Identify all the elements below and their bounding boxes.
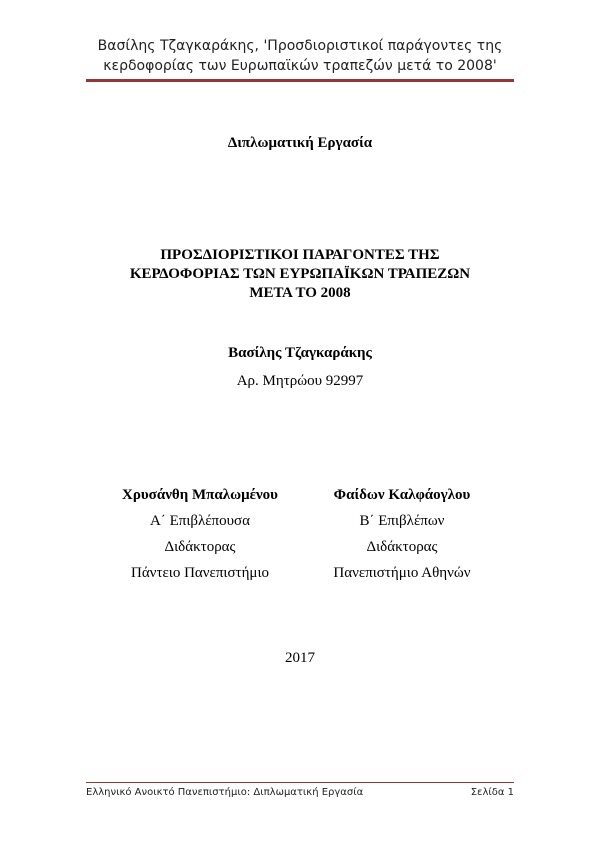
supervisor-institution: Πανεπιστήμιο Αθηνών	[333, 565, 471, 581]
supervisor-role: Β΄ Επιβλέπων	[359, 513, 445, 529]
page-footer	[86, 787, 514, 798]
header-rule	[86, 79, 514, 82]
thesis-title	[100, 246, 500, 303]
supervisor-name: Φαίδων Καλφάογλου	[333, 487, 471, 503]
thesis-title-line: ΠΡΟΣΔΙΟΡΙΣΤΙΚΟΙ ΠΑΡΑΓΟΝΤΕΣ ΤΗΣ	[160, 247, 440, 263]
supervisor-block-second	[282, 485, 522, 589]
document-year: 2017	[285, 650, 315, 666]
registration-number: Αρ. Μητρώου 92997	[236, 373, 364, 389]
header-line-1: Βασίλης Τζαγκαράκης, 'Προσδιοριστικοί παράγοντες της	[97, 38, 503, 54]
footer-institution: Ελληνικό Ανοικτό Πανεπιστήμιο: Διπλωματική Εργασία	[86, 787, 364, 798]
supervisor-title: Διδάκτορας	[164, 539, 236, 555]
page-header	[86, 36, 514, 76]
footer-rule	[86, 782, 514, 783]
header-line-2: κερδοφορίας των Ευρωπαϊκών τραπεζών μετά το 2008'	[103, 58, 497, 74]
author-name: Βασίλης Τζαγκαράκης	[228, 345, 372, 361]
thesis-title-line: ΜΕΤΑ ΤΟ 2008	[249, 285, 351, 301]
document-type-label: Διπλωματική Εργασία	[227, 135, 373, 151]
thesis-title-line: ΚΕΡΔΟΦΟΡΙΑΣ ΤΩΝ ΕΥΡΩΠΑΪΚΩΝ ΤΡΑΠΕΖΩΝ	[129, 266, 471, 282]
page-number: Σελίδα 1	[470, 787, 514, 798]
supervisor-title: Διδάκτορας	[366, 539, 438, 555]
supervisor-institution: Πάντειο Πανεπιστήμιο	[130, 565, 269, 581]
supervisor-role: Α΄ Επιβλέπουσα	[150, 513, 250, 529]
supervisor-name: Χρυσάνθη Μπαλωμένου	[122, 487, 278, 503]
